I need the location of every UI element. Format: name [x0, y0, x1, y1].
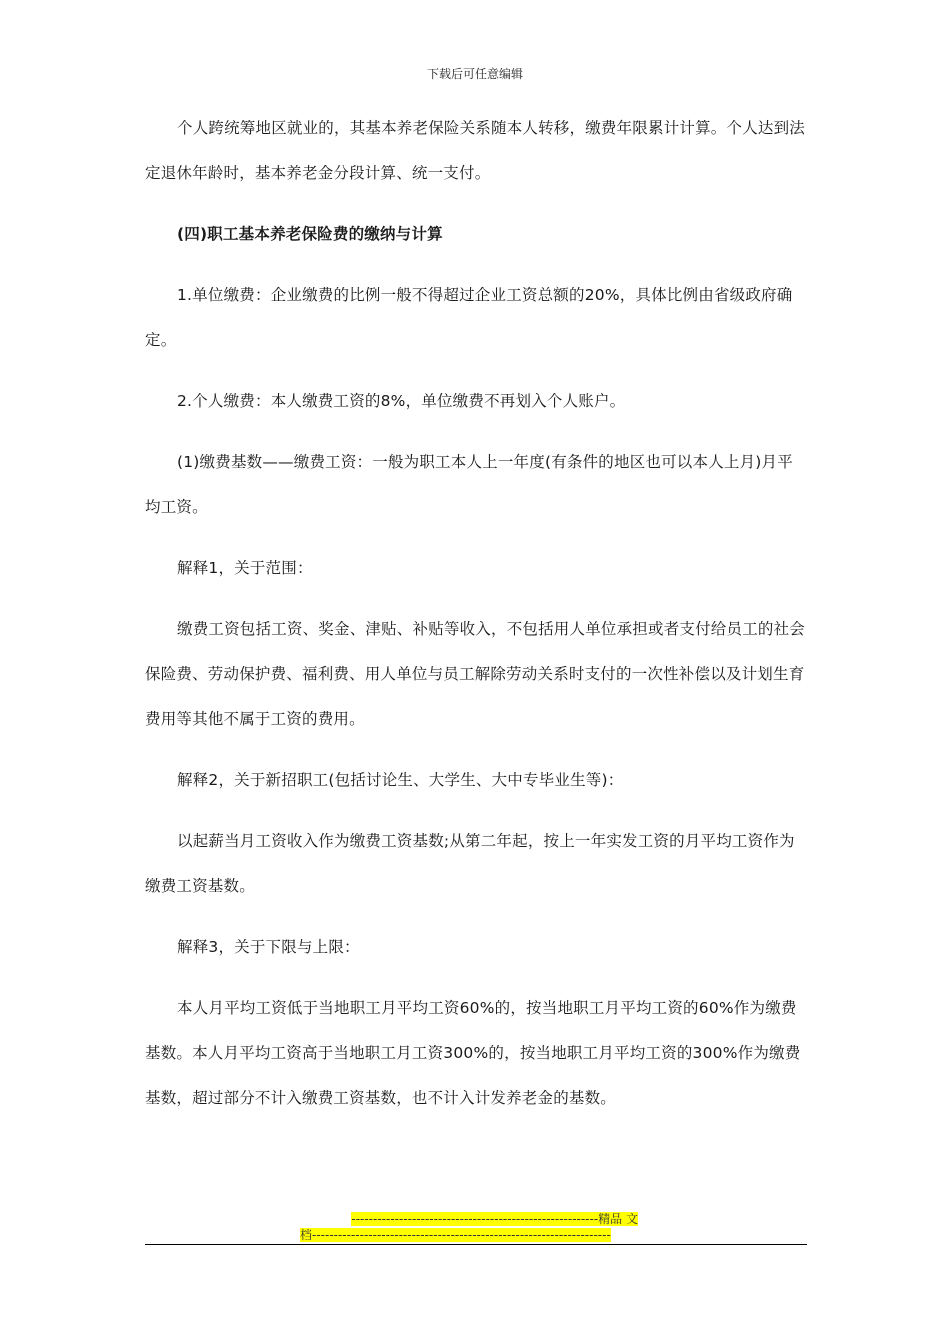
document-body	[145, 106, 807, 1121]
paragraph-personal-contribution: 2.个人缴费：本人缴费工资的8%，单位缴费不再划入个人账户。	[177, 392, 626, 410]
paragraph-transfer: 个人跨统筹地区就业的，其基本养老保险关系随本人转移，缴费年限累计计算。个人达到法定退休年龄时，基本养老金分段计算、统一支付。	[145, 119, 806, 182]
paragraph-unit-contribution: 1.单位缴费：企业缴费的比例一般不得超过企业工资总额的20%，具体比例由省级政府确定。	[145, 286, 793, 349]
footer-stamp	[300, 1211, 652, 1243]
paragraph-contribution-base: (1)缴费基数——缴费工资：一般为职工本人上一年度(有条件的地区也可以本人上月)月平均工资。	[145, 453, 793, 516]
footer-divider	[145, 1244, 807, 1245]
paragraph-explanation-3: 解释3，关于下限与上限：	[177, 938, 360, 956]
paragraph-new-employees: 以起薪当月工资收入作为缴费工资基数;从第二年起，按上一年实发工资的月平均工资作为缴费工资基数。	[145, 832, 795, 895]
paragraph-explanation-2: 解释2，关于新招职工(包括讨论生、大学生、大中专毕业生等)：	[177, 771, 624, 789]
paragraph-explanation-1: 解释1，关于范围：	[177, 559, 313, 577]
page-header: 下载后可任意编辑	[426, 67, 523, 81]
footer-stamp-line-1: ---------------------------------------------------------精品 文	[351, 1212, 638, 1226]
paragraph-limits: 本人月平均工资低于当地职工月平均工资60%的，按当地职工月平均工资的60%作为缴费基数。本人月平均工资高于当地职工月工资300%的，按当地职工月平均工资的300%作为缴费基数，超过部分不计入缴费工资基数，也不计入计发养老金的基数。	[145, 999, 801, 1107]
footer-stamp-line-2: 档---------------------------------------------------------------------	[300, 1228, 611, 1242]
section-heading: (四)职工基本养老保险费的缴纳与计算	[177, 225, 443, 243]
paragraph-scope: 缴费工资包括工资、奖金、津贴、补贴等收入，不包括用人单位承担或者支付给员工的社会保险费、劳动保护费、福利费、用人单位与员工解除劳动关系时支付的一次性补偿以及计划生育费用等其他不属于工资的费用。	[145, 620, 806, 728]
